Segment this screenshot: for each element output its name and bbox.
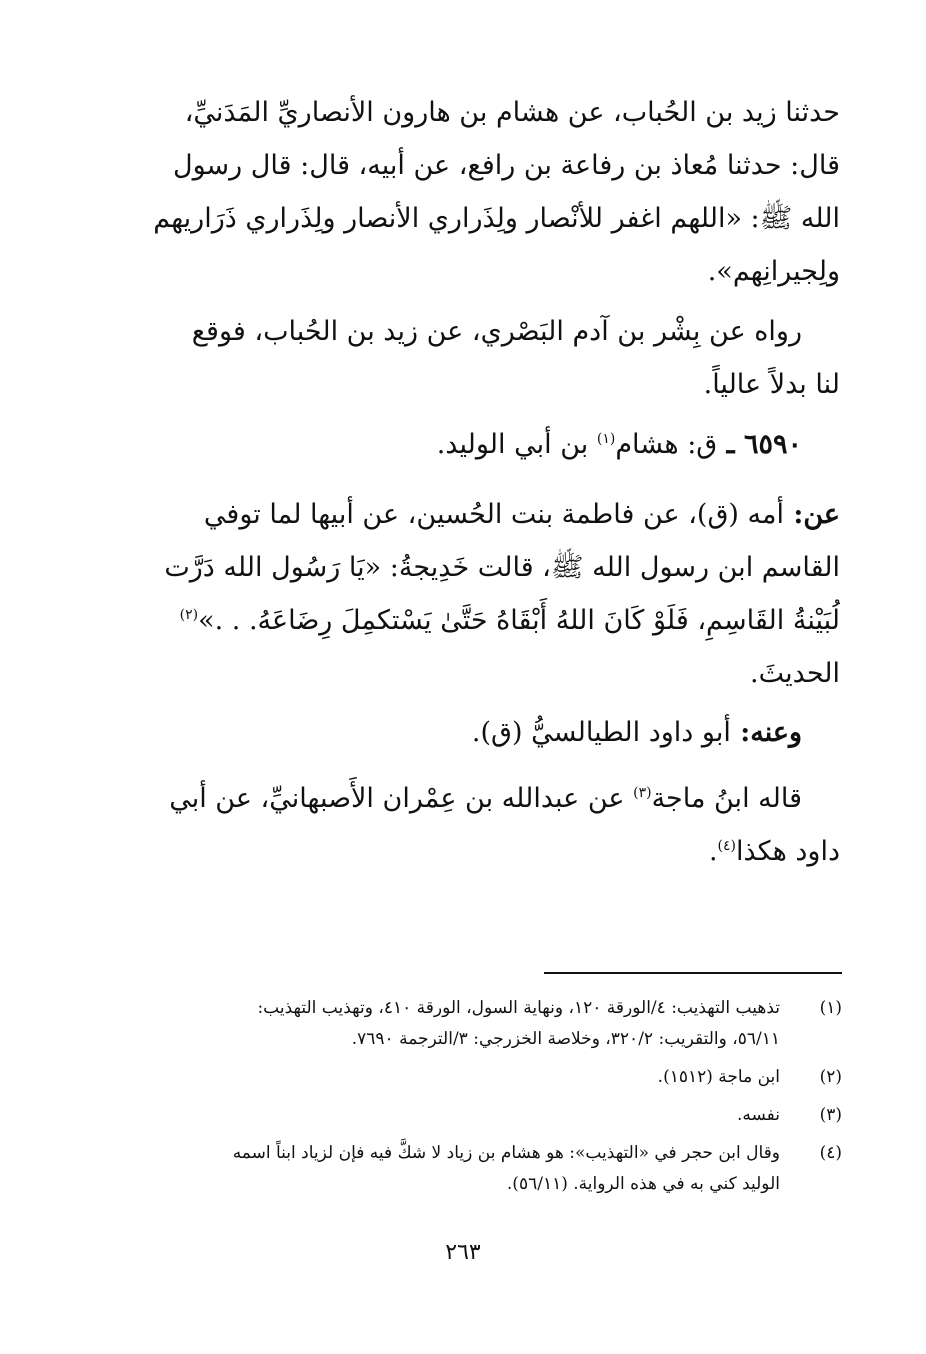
text-span: عن عبدالله بن عِمْران الأَصبهانيِّ، عن أبي <box>169 783 634 814</box>
footnotes-section <box>136 993 842 1200</box>
text-line: ولِجيرانِهم». <box>707 256 840 287</box>
text-line <box>140 772 840 825</box>
footnote-divider <box>544 972 842 974</box>
text-line <box>140 488 840 541</box>
text-line <box>140 825 840 878</box>
entry-name-rest: بن أبي الوليد. <box>436 429 597 460</box>
entry-separator: ـ <box>717 429 744 460</box>
text-line: رواه عن بِشْر بن آدم البَصْري، عن زيد بن الحُباب، فوقع <box>191 316 802 347</box>
entry-heading <box>102 425 840 465</box>
page-number: ٢٦٣ <box>445 1240 481 1265</box>
text-line: قال: حدثنا مُعاذ بن رفاعة بن رافع، عن أبيه، قال: قال رسول <box>172 150 840 181</box>
footnote-line: ٥٦/١١، والتقريب: ٣٢٠/٢، وخلاصة الخزرجي: ٣/الترجمة ٧٦٩٠. <box>351 1029 780 1049</box>
text-line <box>140 706 840 759</box>
text-line: الحديثَ. <box>750 658 840 689</box>
footnote <box>136 1100 842 1131</box>
footnote-ref: (٢) <box>179 607 199 623</box>
source-paragraph <box>140 772 840 878</box>
entry-name: هشام <box>615 429 679 460</box>
footnote-line: نفسه. <box>736 1105 780 1125</box>
hadith-paragraph <box>140 86 840 298</box>
footnote-line: تذهيب التهذيب: ٤/الورقة ١٢٠، ونهاية السول، الورقة ٤١٠، وتهذيب التهذيب: <box>257 998 780 1018</box>
lead-label: عن: <box>783 499 840 530</box>
footnote-ref: (٤) <box>717 838 736 854</box>
text-span: أبو داود الطيالسيُّ (ق). <box>471 717 731 748</box>
students-paragraph <box>140 706 840 759</box>
entry-code: ق: <box>678 429 718 460</box>
footnote-line: الوليد كني به في هذه الرواية. (٥٦/١١). <box>506 1174 780 1194</box>
text-span: . <box>708 836 718 867</box>
footnote-ref: (٣) <box>633 785 652 801</box>
entry-number: ٦٥٩٠ <box>743 429 802 460</box>
lead-label: وعنه: <box>730 717 802 748</box>
teachers-paragraph <box>140 488 840 700</box>
footnote <box>136 1062 842 1093</box>
text-span: قاله ابنُ ماجة <box>651 783 802 814</box>
footnote-line: ابن ماجة (١٥١٢). <box>657 1067 780 1087</box>
text-span: لُبَيْنةُ القَاسِمِ، فَلَوْ كَانَ اللهُ أَبْقَاهُ حَتَّىٰ يَسْتكمِلَ رِضَاعَهُ. . .» <box>198 605 840 636</box>
narration-paragraph <box>140 305 840 411</box>
text-span: داود هكذا <box>736 836 840 867</box>
footnote-number: (١) <box>819 998 842 1018</box>
text-line <box>140 594 840 647</box>
text-line: القاسم ابن رسول الله ﷺ، قالت خَدِيجةُ: «يَا رَسُول الله دَرَّت <box>164 552 840 583</box>
text-line: لنا بدلاً عالياً. <box>703 369 840 400</box>
footnote-number: (٤) <box>819 1143 842 1163</box>
text-line: الله ﷺ: «اللهم اغفر للأنْصار ولِذَراري الأنصار ولِذَراري ذَرَاريهم <box>153 203 840 234</box>
text-line: حدثنا زيد بن الحُباب، عن هشام بن هارون الأنصاريِّ المَدَنيِّ، <box>184 97 840 128</box>
footnote <box>136 993 842 1055</box>
text-span: أمه (ق)، عن فاطمة بنت الحُسين، عن أبيها لما توفي <box>203 499 784 530</box>
footnote-number: (٣) <box>819 1105 842 1125</box>
footnote-number: (٢) <box>819 1067 842 1087</box>
footnote-line: وقال ابن حجر في «التهذيب»: هو هشام بن زياد لا شكَّ فيه فإن لزياد ابناً اسمه <box>232 1143 780 1163</box>
footnote <box>136 1138 842 1200</box>
footnote-ref: (١) <box>596 431 616 447</box>
